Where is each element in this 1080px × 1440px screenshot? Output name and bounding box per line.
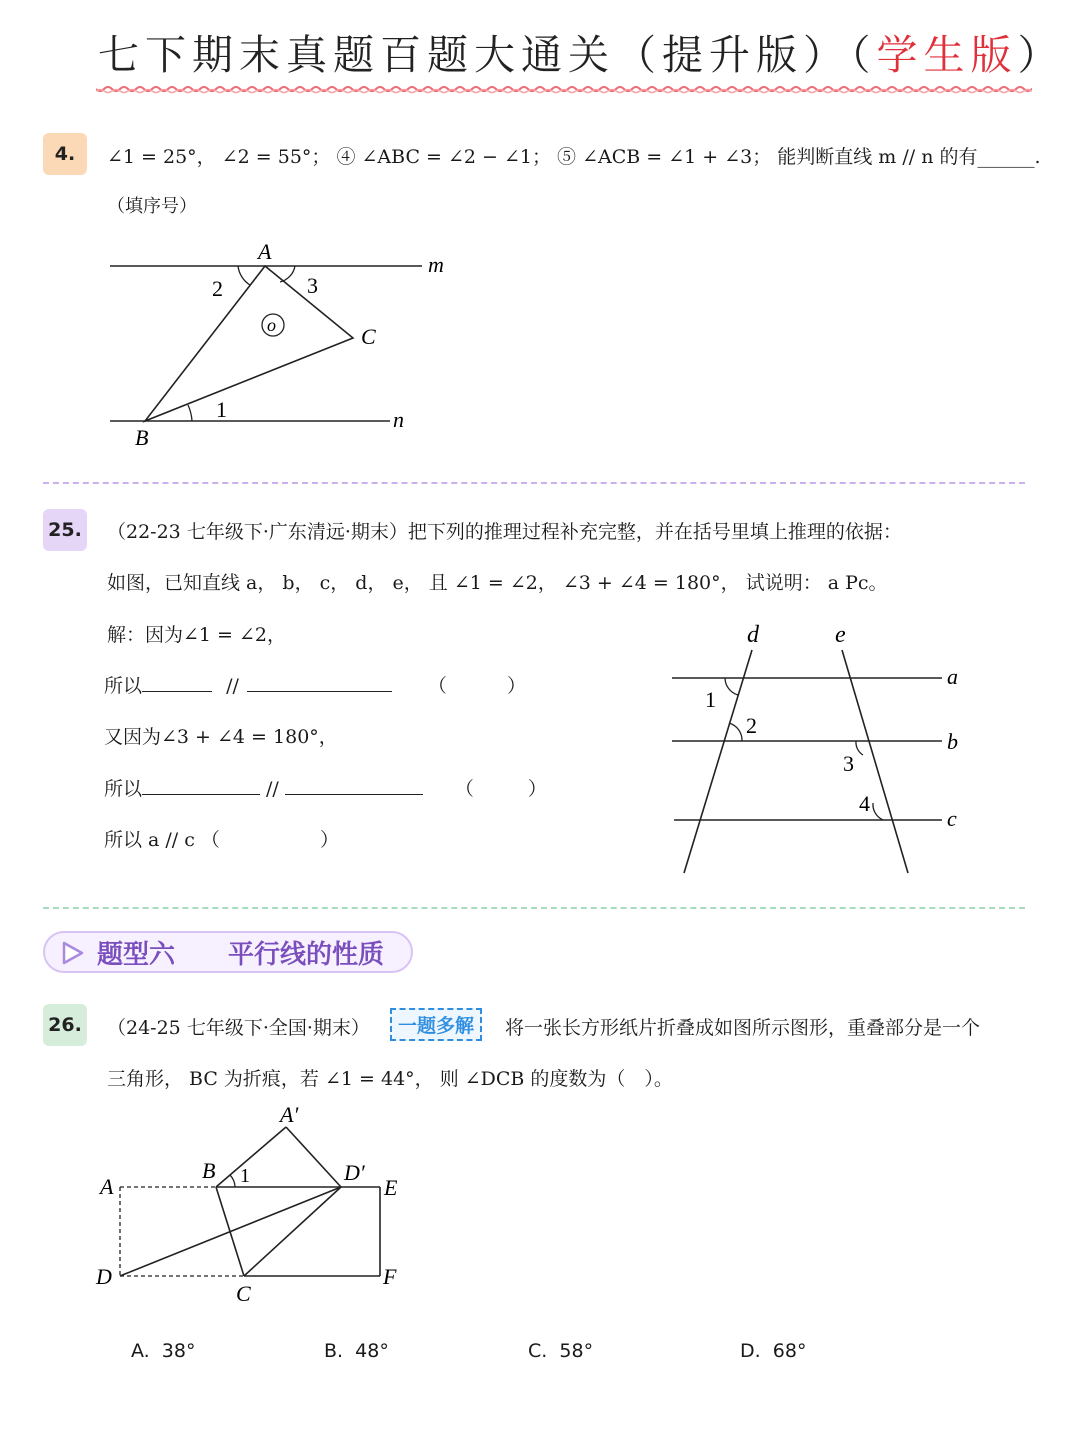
label-e: e [835,622,846,648]
title-end: ） [1017,31,1065,79]
step2-prefix: 所以 [104,675,143,697]
multi-solution-tag[interactable]: 一题多解 [390,1008,482,1041]
q25-step5 [104,825,339,852]
choice-c-value: 58° [559,1340,594,1362]
step5-paren-close: ） [319,829,339,851]
q26-text-line1: 将一张长方形纸片折叠成如图所示图形，重叠部分是一个 [505,1017,981,1039]
q26-source: （24-25 七年级下·全国·期末） [107,1017,370,1039]
label-C: C [236,1281,251,1306]
choice-b-letter: B. [324,1340,344,1362]
label-B: B [202,1158,216,1183]
question-number-26: 26. [43,1004,87,1046]
edge-D-prime-C [244,1187,341,1276]
edge-A-prime-D-prime [286,1127,341,1187]
angle-1-arc [188,405,192,421]
label-D-prime: D′ [344,1160,365,1185]
choice-d-value: 68° [772,1340,807,1362]
label-angle-3: 3 [843,751,854,776]
step4-paren-close: ） [527,778,547,800]
choice-c[interactable] [528,1340,593,1362]
q25-step3: 又因为∠3 + ∠4 = 180°， [104,726,338,748]
label-angle-4: 4 [859,791,870,816]
q26-text-line2: 三角形， BC 为折痕，若 ∠1 = 44°， 则 ∠DCB 的度数为（ ）。 [107,1068,673,1090]
label-A: A [100,1174,114,1199]
q4-text-line2: （填序号） [107,196,197,217]
step4-prefix: 所以 [104,778,143,800]
q25-step2 [104,671,526,698]
section-title: 题型六 [97,940,176,970]
q25-text-line2: 如图，已知直线 a， b， c， d， e， 且 ∠1 = ∠2， ∠3 + ∠4 = 180°， 试说明： a Pc。 [107,572,888,594]
q25-text-line1: （22-23 七年级下·广东清远·期末）把下列的推理过程补充完整，并在括号里填上推理的依据： [107,521,902,543]
label-D: D [96,1264,112,1289]
label-E: E [384,1175,398,1200]
step2-paren-close: ） [506,675,526,697]
step2-parallel: // [226,675,239,697]
angle-3-arc [856,741,863,755]
label-angle-1: 1 [240,1165,250,1187]
label-angle-2: 2 [746,713,757,738]
line-D-D-prime [120,1187,341,1276]
step4-parallel: // [266,778,279,800]
choice-a[interactable] [131,1340,195,1362]
label-A-prime: A′ [280,1102,299,1127]
label-angle-3: 3 [307,273,318,298]
q25-step4 [104,774,547,801]
step5-text: 所以 a // c （ [104,829,220,851]
angle-1-arc [725,678,738,695]
label-angle-1: 1 [216,397,227,422]
step2-blank-2[interactable] [247,673,392,692]
label-a: a [947,664,958,689]
step4-paren-open: （ [454,778,474,800]
step2-paren-open: （ [427,675,447,697]
label-C: C [361,324,376,349]
q26-figure [90,1098,420,1313]
label-angle-1: 1 [705,687,716,712]
q4-text-line1: ∠1 = 25°， ∠2 = 55°； ④ ∠ABC = ∠2 − ∠1； ⑤ ∠ACB = ∠1 + ∠3； 能判断直线 m // n 的有______. [107,146,1041,168]
line-d [684,650,752,873]
divider-green [43,907,1025,909]
label-m: m [428,252,444,277]
label-A: A [258,239,272,264]
q4-figure [100,235,480,460]
angle-2-arc [729,723,742,741]
label-b: b [947,729,958,754]
angle-4-arc [873,803,883,820]
label-angle-2: 2 [212,276,223,301]
label-n: n [393,407,404,432]
choice-a-letter: A. [131,1340,150,1362]
q25-step1: 解：因为∠1 = ∠2， [107,624,287,646]
edge-BA-prime [216,1127,286,1187]
triangle-abc [145,266,353,421]
label-d: d [747,622,759,648]
choice-a-value: 38° [161,1340,196,1362]
label-F: F [383,1264,397,1289]
play-icon [61,940,85,966]
label-B: B [135,425,149,450]
step2-blank-1[interactable] [142,673,212,692]
choice-c-letter: C. [528,1340,548,1362]
title-wavy-underline [96,82,1032,96]
title-main: 七下期末真题百题大通关（提升版）（ [98,31,877,79]
step4-blank-1[interactable] [142,776,260,795]
angle-1-arc [230,1175,235,1187]
step4-blank-2[interactable] [285,776,423,795]
choice-d-letter: D. [740,1340,761,1362]
question-number-25: 25. [43,509,87,551]
choice-b[interactable] [324,1340,389,1362]
title-highlight: 学生版 [876,31,1018,79]
choice-b-value: 48° [355,1340,389,1362]
choice-d[interactable] [740,1340,806,1362]
circle-label: o [267,315,276,335]
divider-purple [43,482,1025,484]
q25-figure [660,615,980,880]
question-number-4: 4. [43,133,87,175]
section-subtitle: 平行线的性质 [228,940,385,970]
label-c: c [947,806,957,831]
angle-2-arc [238,266,250,285]
